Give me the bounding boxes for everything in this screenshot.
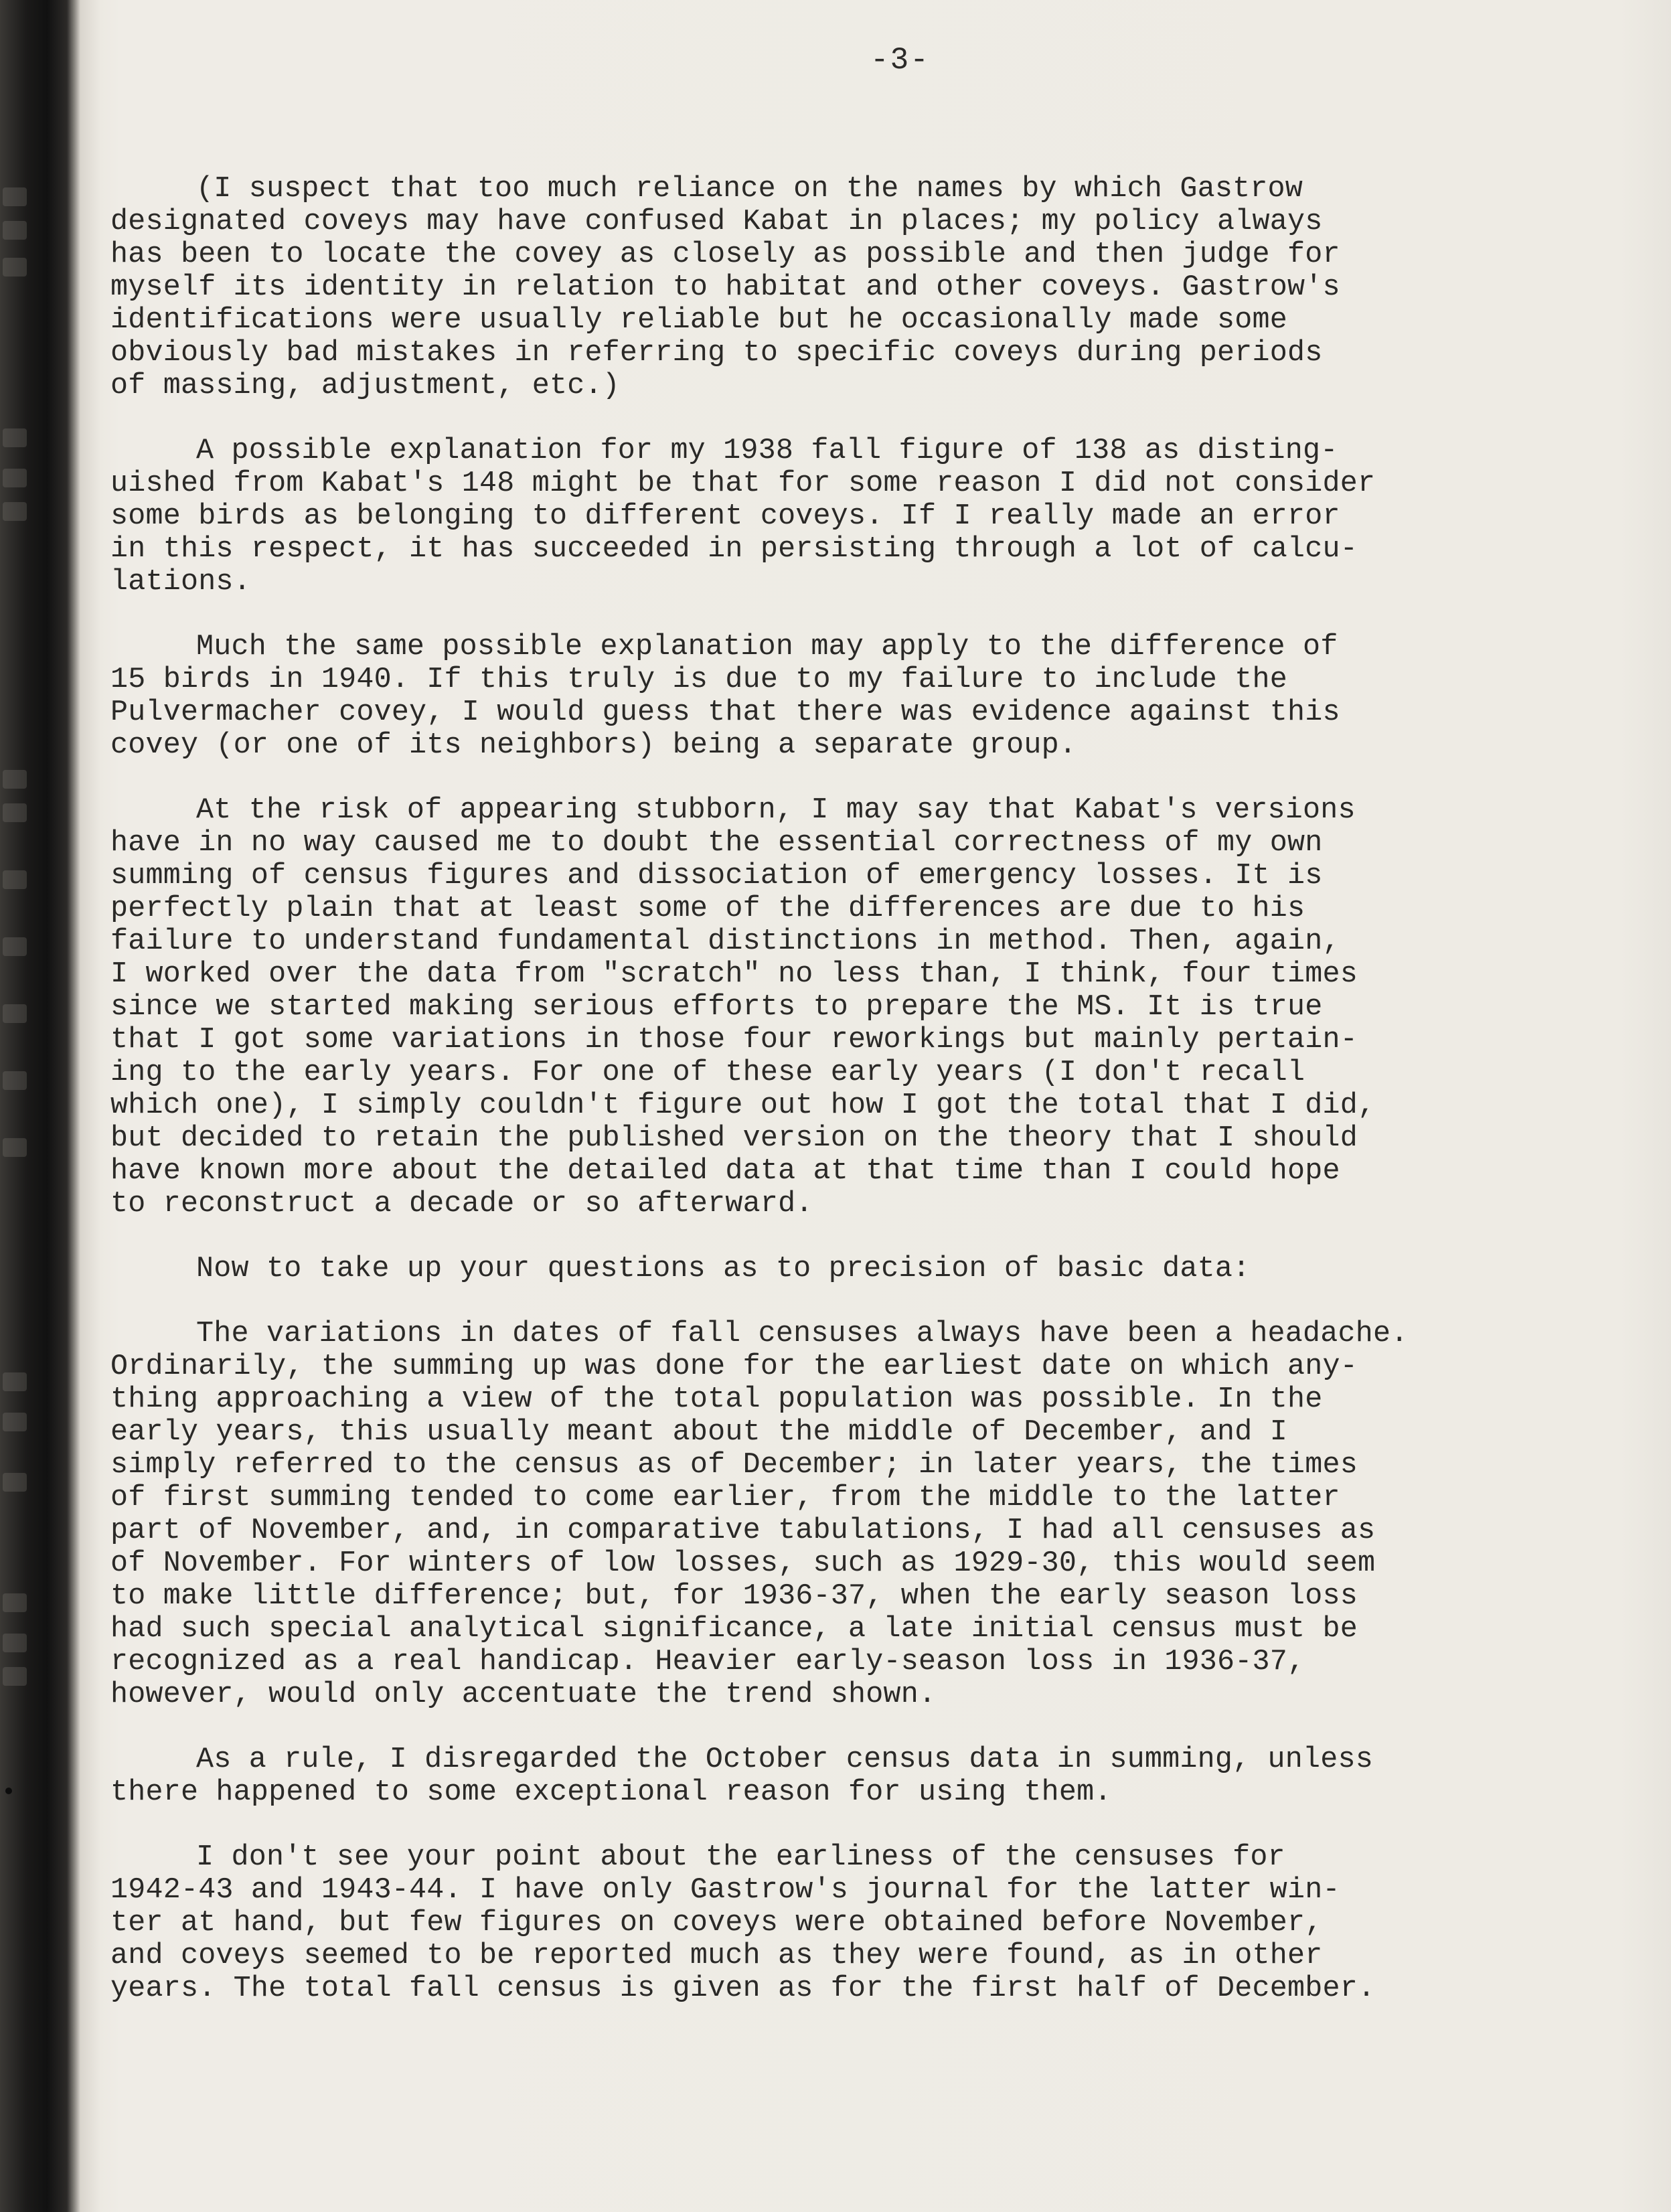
paragraph — [110, 631, 1597, 762]
paragraph — [110, 434, 1597, 599]
text-line: (I suspect that too much reliance on the names by which Gastrow — [196, 173, 1303, 206]
text-line: simply referred to the census as of December; in later years, the times — [110, 1449, 1358, 1482]
text-line: ing to the early years. For one of these early years (I don't recall — [110, 1056, 1305, 1089]
text-line: myself its identity in relation to habitat and other coveys. Gastrow's — [110, 271, 1340, 304]
text-line: Much the same possible explanation may apply to the difference of — [196, 631, 1338, 663]
text-line: ter at hand, but few figures on coveys were obtained before November, — [110, 1907, 1323, 1940]
text-line: of November. For winters of low losses, such as 1929-30, this would seem — [110, 1547, 1376, 1580]
text-line: designated coveys may have confused Kabat in places; my policy always — [110, 206, 1323, 238]
text-line: however, would only accentuate the trend shown. — [110, 1678, 937, 1711]
text-line: covey (or one of its neighbors) being a separate group. — [110, 729, 1077, 762]
text-line: recognized as a real handicap. Heavier early-season loss in 1936-37, — [110, 1646, 1305, 1678]
text-line: Ordinarily, the summing up was done for the earliest date on which any- — [110, 1350, 1358, 1383]
text-line: some birds as belonging to different coveys. If I really made an error — [110, 500, 1340, 533]
text-line: As a rule, I disregarded the October census data in summing, unless — [196, 1743, 1373, 1776]
paragraph — [110, 1318, 1597, 1711]
letter-body — [110, 173, 1597, 2037]
text-line: Now to take up your questions as to precision of basic data: — [196, 1253, 1251, 1285]
text-line: 15 birds in 1940. If this truly is due to my failure to include the — [110, 663, 1287, 696]
text-line: failure to understand fundamental distinctions in method. Then, again, — [110, 925, 1340, 958]
text-line: uished from Kabat's 148 might be that for some reason I did not consider — [110, 467, 1376, 500]
text-line: to make little difference; but, for 1936-37, when the early season loss — [110, 1580, 1358, 1613]
text-line: summing of census figures and dissociation of emergency losses. It is — [110, 860, 1323, 892]
text-line: that I got some variations in those four reworkings but mainly pertain- — [110, 1024, 1358, 1056]
text-line: had such special analytical significance, a late initial census must be — [110, 1613, 1358, 1646]
text-line: have known more about the detailed data at that time than I could hope — [110, 1155, 1340, 1188]
facing-page-bleed — [0, 0, 80, 2212]
text-line: At the risk of appearing stubborn, I may say that Kabat's versions — [196, 794, 1356, 827]
text-line: I worked over the data from "scratch" no less than, I think, four times — [110, 958, 1358, 991]
paragraph — [110, 1841, 1597, 2005]
text-line: have in no way caused me to doubt the essential correctness of my own — [110, 827, 1323, 860]
text-line: years. The total fall census is given as for the first half of December. — [110, 1972, 1376, 2005]
text-line: there happened to some exceptional reason for using them. — [110, 1776, 1112, 1809]
text-line: in this respect, it has succeeded in persisting through a lot of calcu- — [110, 533, 1358, 566]
text-line: I don't see your point about the earliness of the censuses for — [196, 1841, 1285, 1874]
paragraph — [110, 1743, 1597, 1809]
text-line: lations. — [110, 566, 251, 599]
paragraph — [110, 173, 1597, 402]
text-line: 1942-43 and 1943-44. I have only Gastrow's journal for the latter win- — [110, 1874, 1340, 1907]
text-line: which one), I simply couldn't figure out how I got the total that I did, — [110, 1089, 1376, 1122]
text-line: and coveys seemed to be reported much as they were found, as in other — [110, 1940, 1323, 1972]
text-line: early years, this usually meant about the middle of December, and I — [110, 1416, 1287, 1449]
text-line: to reconstruct a decade or so afterward. — [110, 1188, 813, 1220]
text-line: of massing, adjustment, etc.) — [110, 370, 620, 402]
text-line: perfectly plain that at least some of the differences are due to his — [110, 892, 1305, 925]
text-line: has been to locate the covey as closely as possible and then judge for — [110, 238, 1340, 271]
text-line: A possible explanation for my 1938 fall figure of 138 as disting- — [196, 434, 1338, 467]
page-number: -3- — [870, 43, 930, 78]
text-line: thing approaching a view of the total population was possible. In the — [110, 1383, 1323, 1416]
text-line: obviously bad mistakes in referring to specific coveys during periods — [110, 337, 1323, 370]
paragraph — [110, 1253, 1597, 1285]
text-line: The variations in dates of fall censuses always have been a headache. — [196, 1318, 1409, 1350]
text-line: identifications were usually reliable but he occasionally made some — [110, 304, 1287, 337]
text-line: but decided to retain the published version on the theory that I should — [110, 1122, 1358, 1155]
text-line: Pulvermacher covey, I would guess that there was evidence against this — [110, 696, 1340, 729]
binding-hole — [5, 1788, 12, 1794]
text-line: part of November, and, in comparative tabulations, I had all censuses as — [110, 1514, 1376, 1547]
text-line: of first summing tended to come earlier, from the middle to the latter — [110, 1482, 1340, 1514]
text-line: since we started making serious efforts to prepare the MS. It is true — [110, 991, 1323, 1024]
paragraph — [110, 794, 1597, 1220]
